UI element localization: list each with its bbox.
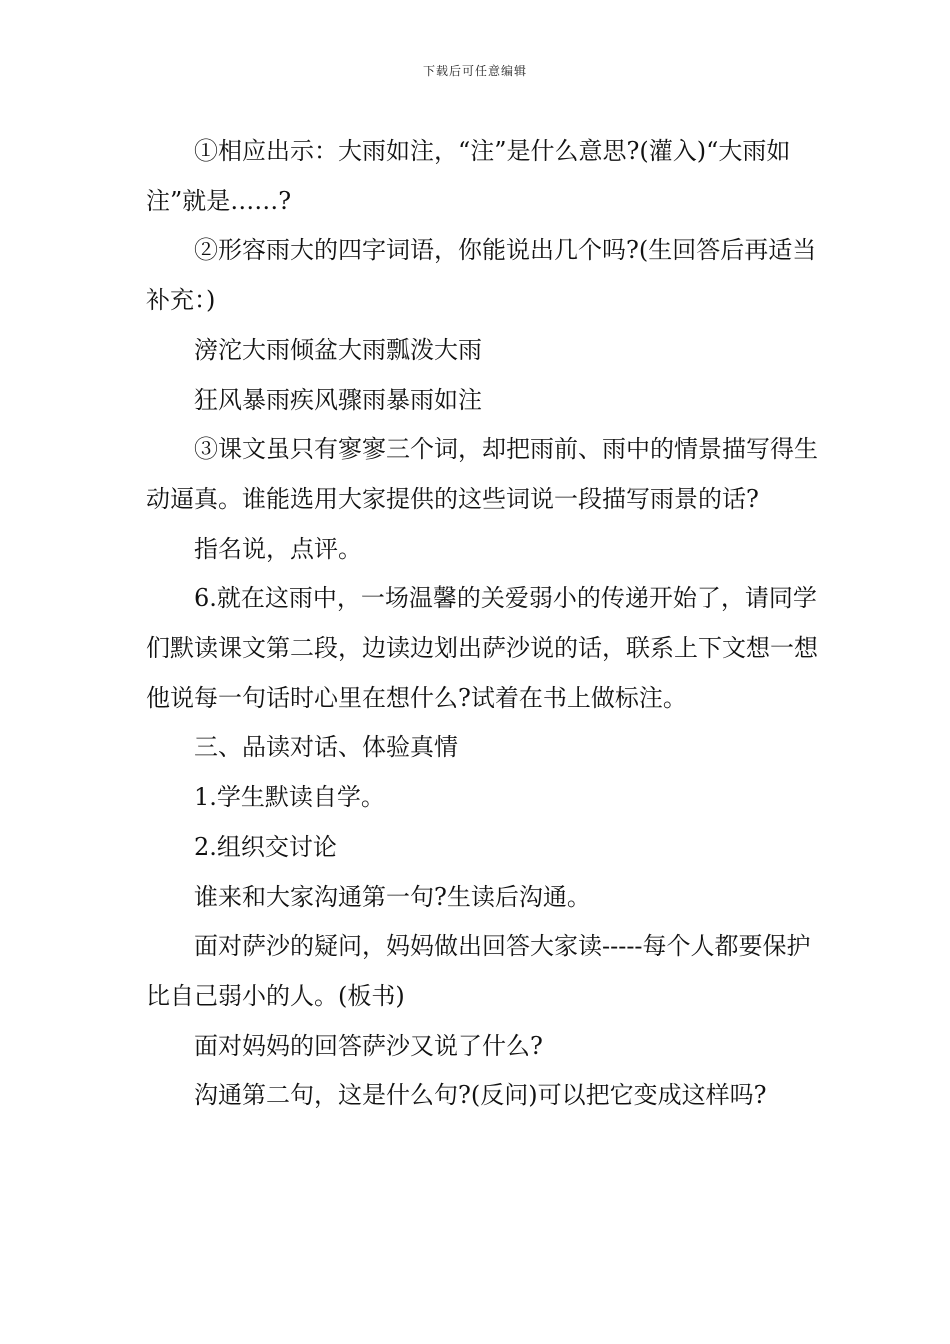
paragraph: 谁来和大家沟通第一句?生读后沟通。 [194, 882, 591, 911]
document-body [146, 127, 826, 1121]
paragraph: 6.就在这雨中，一场温馨的关爱弱小的传递开始了，请同学们默读课文第二段，边读边划出萨沙说的话，联系上下文想一想他说每一句话时心里在想什么?试着在书上做标注。 [146, 584, 818, 712]
paragraph: 指名说，点评。 [194, 534, 362, 563]
paragraph: 面对萨沙的疑问，妈妈做出回答大家读-----每个人都要保护比自己弱小的人。(板书) [146, 932, 811, 1010]
paragraph: 沟通第二句，这是什么句?(反问)可以把它变成这样吗? [194, 1081, 767, 1110]
paragraph: ①相应出示：大雨如注，“注”是什么意思?(灌入)“大雨如注”就是……? [146, 137, 791, 215]
paragraph: ②形容雨大的四字词语，你能说出几个吗?(生回答后再适当补充：) [146, 236, 817, 315]
paragraph: ③课文虽只有寥寥三个词，却把雨前、雨中的情景描写得生动逼真。谁能选用大家提供的这些词说一段描写雨景的话? [146, 435, 818, 513]
paragraph: 2.组织交讨论 [194, 832, 337, 861]
page-header: 下载后可任意编辑 [422, 64, 527, 78]
paragraph: 面对妈妈的回答萨沙又说了什么? [194, 1031, 543, 1060]
paragraph: 1.学生默读自学。 [194, 783, 385, 812]
paragraph: 滂沱大雨倾盆大雨瓢泼大雨 [194, 335, 482, 364]
section-heading: 三、品读对话、体验真情 [194, 733, 458, 762]
paragraph: 狂风暴雨疾风骤雨暴雨如注 [194, 385, 482, 414]
